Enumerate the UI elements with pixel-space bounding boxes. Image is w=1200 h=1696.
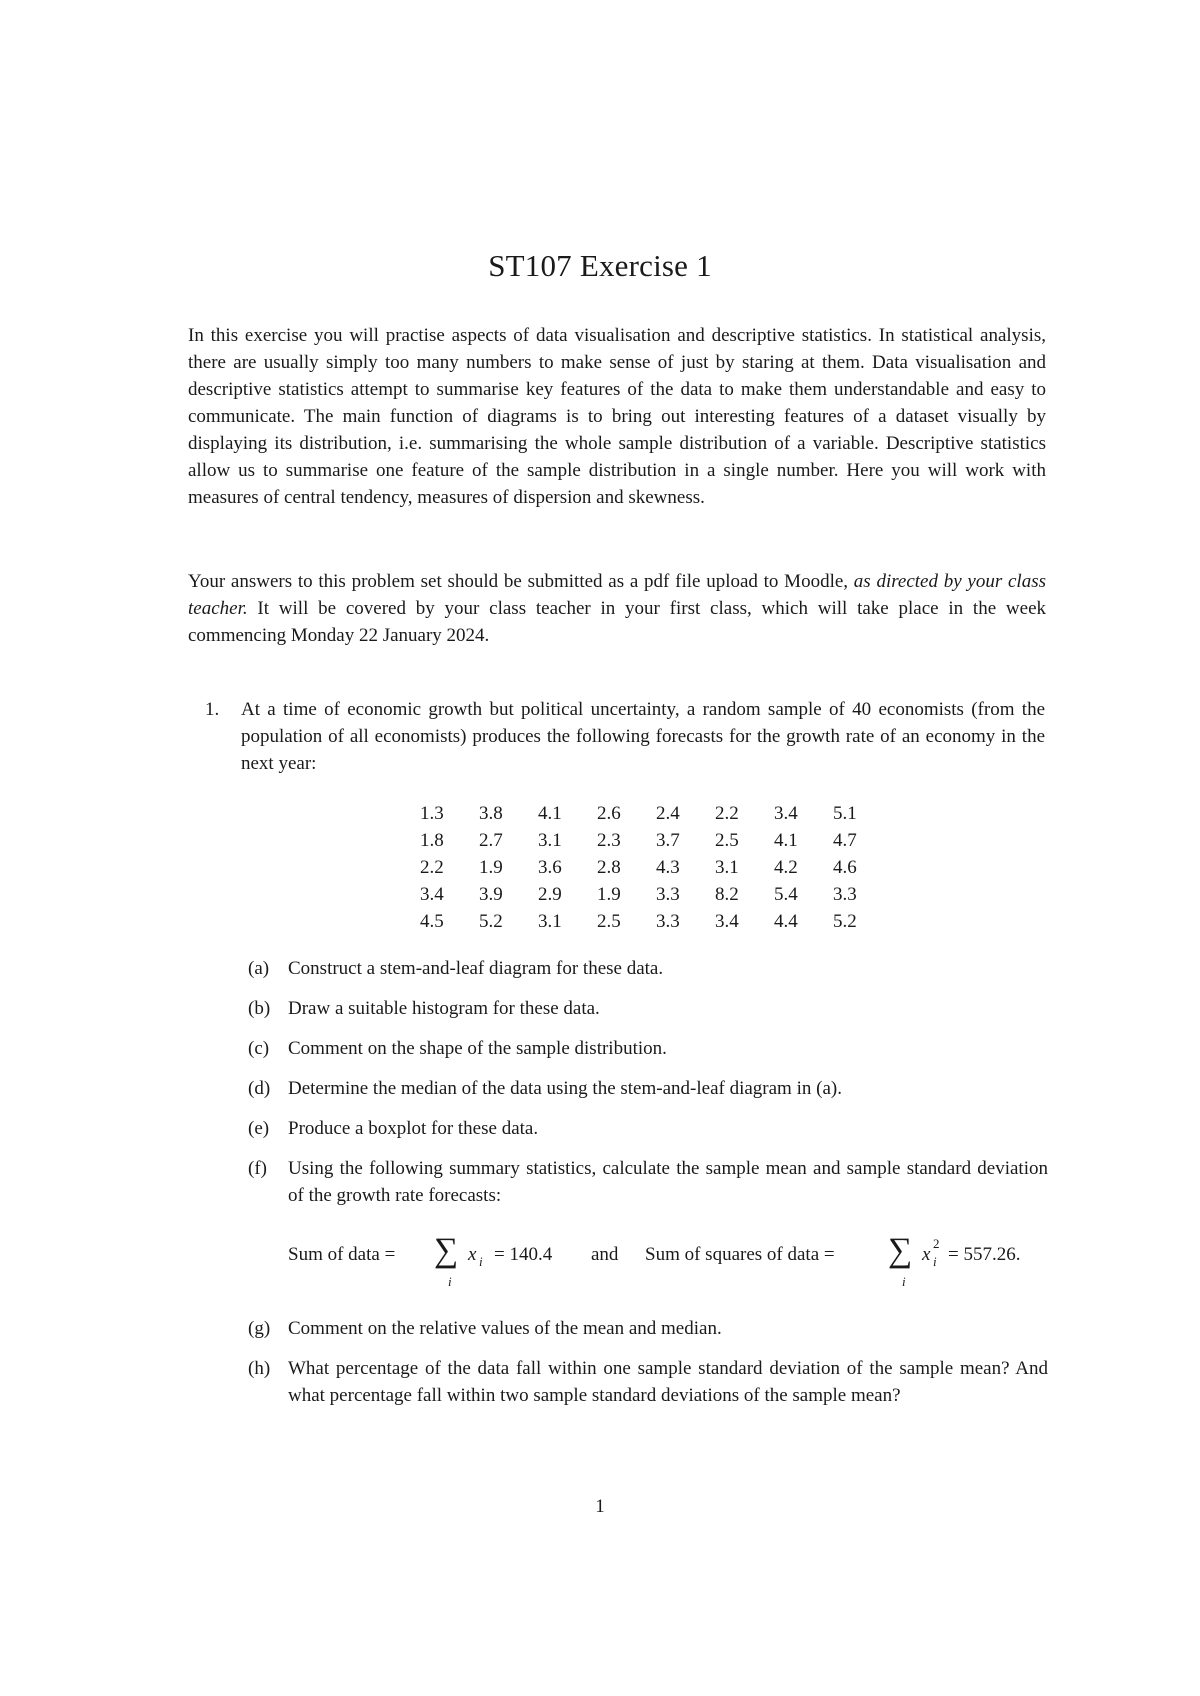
question-number: 1.: [205, 699, 220, 720]
data-cell: 2.2: [715, 802, 739, 824]
submission-text-after: It will be covered by your class teacher in your first class, which will take place in the week commencing Monday 22 January 2024.: [188, 598, 1047, 646]
sigma-symbol: ∑: [434, 1232, 459, 1269]
submission-paragraph: [188, 568, 1046, 649]
submission-text-before: Your answers to this problem set should be submitted as a pdf file upload to Moodle,: [188, 571, 849, 592]
data-cell: 4.7: [833, 829, 857, 851]
question-text: At a time of economic growth but political uncertainty, a random sample of 40 economists (from the population of all economists) produces the following forecasts for the growth rate of an economy in the next year:: [241, 699, 1045, 774]
variable-power: 2: [933, 1236, 940, 1251]
part-label: (b): [248, 998, 271, 1019]
data-cell: 1.9: [597, 883, 621, 905]
data-cell: 3.8: [479, 802, 503, 824]
summary-statistics-formula: [288, 1232, 1068, 1292]
forecast-data-table: [420, 800, 892, 935]
data-cell: 2.2: [420, 856, 444, 878]
data-cell: 3.6: [538, 856, 562, 878]
data-cell: 3.9: [479, 883, 503, 905]
part-text: Comment on the relative values of the mean and median.: [288, 1318, 722, 1339]
part-text: Determine the median of the data using the stem-and-leaf diagram in (a).: [288, 1078, 842, 1099]
part-text: Using the following summary statistics, calculate the sample mean and sample standard deviation of the growth rate forecasts:: [288, 1158, 1048, 1206]
data-cell: 3.7: [656, 829, 680, 851]
data-row: [420, 854, 892, 881]
part-text: Produce a boxplot for these data.: [288, 1118, 539, 1139]
variable-x-2: x: [922, 1244, 931, 1265]
part-text: Comment on the shape of the sample distribution.: [288, 1038, 667, 1059]
variable-index: i: [479, 1254, 483, 1269]
data-cell: 1.8: [420, 829, 444, 851]
variable-x: x: [468, 1244, 477, 1265]
data-cell: 4.1: [774, 829, 798, 851]
part-label: (c): [248, 1038, 270, 1059]
data-cell: 5.2: [479, 910, 503, 932]
data-cell: 2.5: [715, 829, 739, 851]
data-cell: 2.6: [597, 802, 621, 824]
data-cell: 3.1: [538, 910, 562, 932]
data-cell: 1.3: [420, 802, 444, 824]
data-cell: 5.1: [833, 802, 857, 824]
submission-text-italic: as directed by your class teacher.: [188, 571, 1046, 619]
data-cell: 4.3: [656, 856, 680, 878]
data-cell: 2.8: [597, 856, 621, 878]
data-cell: 3.3: [833, 883, 857, 905]
part-label: (a): [248, 958, 270, 979]
part-text: What percentage of the data fall within one sample standard deviation of the sample mean? And what percentage fall within two sample standard deviations of the sample mean?: [288, 1358, 1048, 1406]
data-row: [420, 800, 892, 827]
data-row: [420, 881, 892, 908]
data-cell: 4.5: [420, 910, 444, 932]
part-label: (f): [248, 1158, 267, 1179]
data-cell: 3.3: [656, 883, 680, 905]
part-label: (e): [248, 1118, 270, 1139]
sigma-index-2: i: [902, 1274, 906, 1289]
data-cell: 2.5: [597, 910, 621, 932]
data-cell: 4.2: [774, 856, 798, 878]
sumsq-value: = 557.26.: [948, 1244, 1021, 1265]
data-cell: 3.1: [538, 829, 562, 851]
data-cell: 3.4: [774, 802, 798, 824]
data-cell: 2.9: [538, 883, 562, 905]
part-text: Construct a stem-and-leaf diagram for these data.: [288, 958, 664, 979]
data-cell: 5.4: [774, 883, 798, 905]
intro-paragraph: In this exercise you will practise aspects of data visualisation and descriptive statistics. In statistical analysis, there are usually simply too many numbers to make sense of just by staring at them. Data visualisation and descriptive statistics attempt to summarise key features of the data to make them understandable and easy to communicate. The main function of diagrams is to bring out interesting features of a dataset visually by displaying its distribution, i.e. summarising the whole sample distribution of a variable. Descriptive statistics allow us to summarise one feature of the sample distribution in a single number. Here you will work with measures of central tendency, measures of dispersion and skewness.: [188, 325, 1046, 508]
sumsq-label: Sum of squares of data =: [645, 1244, 835, 1265]
page-number: 1: [595, 1496, 605, 1517]
data-cell: 4.4: [774, 910, 798, 932]
data-row: [420, 827, 892, 854]
data-cell: 5.2: [833, 910, 857, 932]
page-title: ST107 Exercise 1: [488, 248, 712, 283]
data-cell: 4.1: [538, 802, 562, 824]
data-cell: 2.4: [656, 802, 680, 824]
data-cell: 1.9: [479, 856, 503, 878]
data-cell: 4.6: [833, 856, 857, 878]
data-cell: 2.3: [597, 829, 621, 851]
sum-value: = 140.4: [494, 1244, 553, 1265]
part-label: (h): [248, 1358, 271, 1379]
sum-label: Sum of data =: [288, 1244, 396, 1265]
variable-index-2: i: [933, 1254, 937, 1269]
part-text: Draw a suitable histogram for these data.: [288, 998, 600, 1019]
part-label: (g): [248, 1318, 271, 1339]
and-text: and: [591, 1244, 619, 1265]
sigma-symbol-2: ∑: [888, 1232, 913, 1269]
data-cell: 8.2: [715, 883, 739, 905]
sigma-index: i: [448, 1274, 452, 1289]
data-cell: 3.3: [656, 910, 680, 932]
part-label: (d): [248, 1078, 271, 1099]
data-cell: 2.7: [479, 829, 503, 851]
data-cell: 3.4: [420, 883, 444, 905]
data-row: [420, 908, 892, 935]
data-cell: 3.1: [715, 856, 739, 878]
data-cell: 3.4: [715, 910, 739, 932]
